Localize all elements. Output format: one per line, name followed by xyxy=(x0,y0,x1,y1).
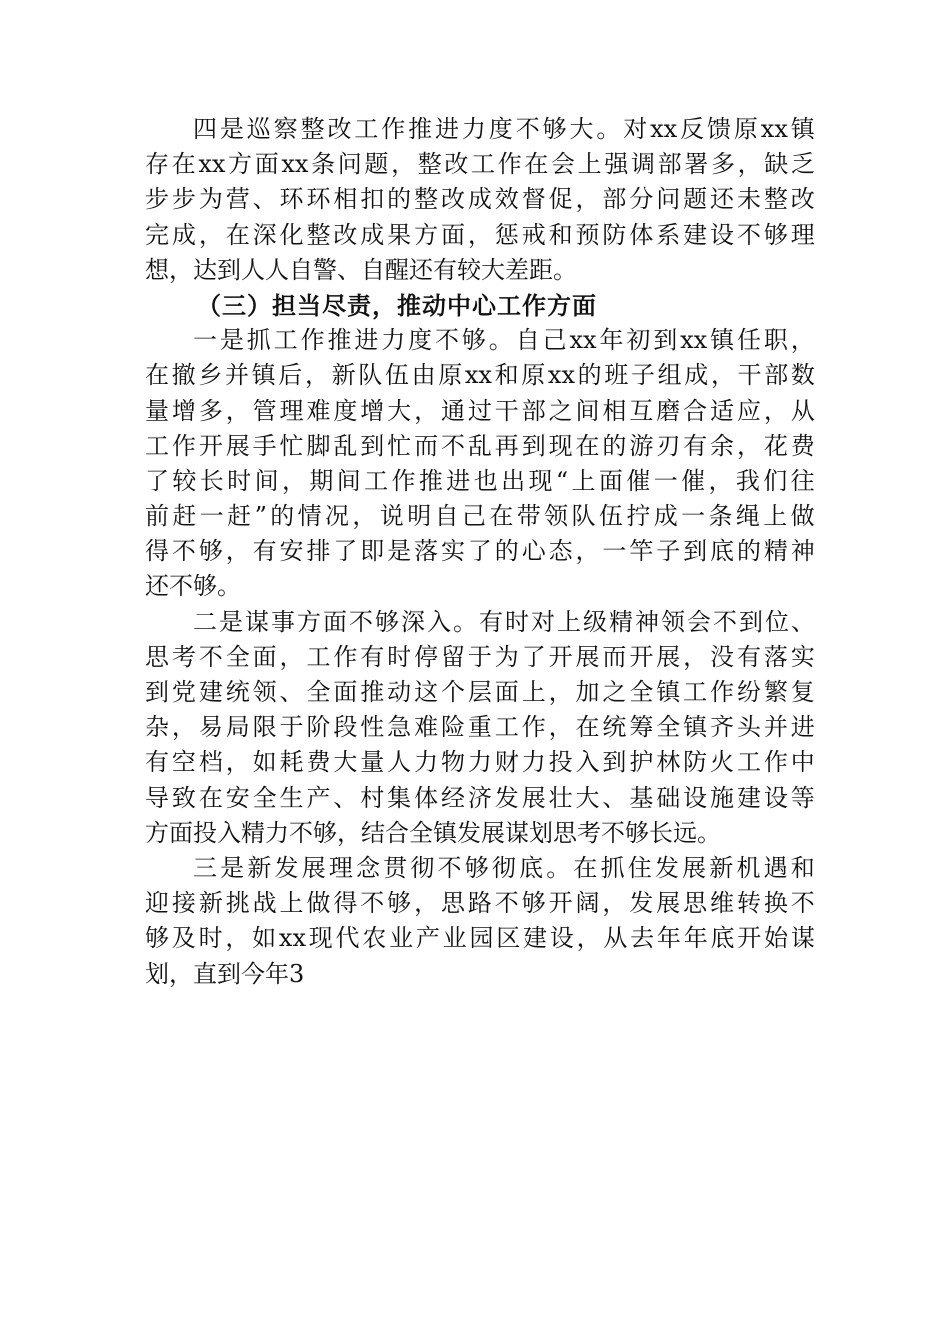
text-line: 完 成 ， 在 深 化 整 改 成 果 方 面 ， 惩 戒 和 预 防 体 系 建 设 不 够 理 xyxy=(145,220,815,249)
text-line: 在 撤 乡 并 镇 后 ， 新 队 伍 由 原 xx 和 原 xx 的 班 子 组 成 ， 干 部 数 xyxy=(145,361,815,390)
text-line: 杂 ， 易 局 限 于 阶 段 性 急 难 险 重 工 作 ， 在 统 筹 全 镇 齐 头 并 进 xyxy=(145,713,815,742)
document-body xyxy=(145,112,815,992)
text-line: 四 是 巡 察 整 改 工 作 推 进 力 度 不 够 大 。 对 xx 反 馈 原 xx 镇 xyxy=(193,115,815,143)
text-line: 思 考 不 全 面 ， 工 作 有 时 停 留 于 为 了 开 展 而 开 展 ， 没 有 落 实 xyxy=(145,642,815,671)
text-line: 存 在 xx 方 面 xx 条 问 题 ， 整 改 工 作 在 会 上 强 调 部 署 多 ， 缺 乏 xyxy=(145,150,815,179)
text-line: 步 步 为 营 、 环 环 相 扣 的 整 改 成 效 督 促 ， 部 分 问 题 还 未 整 改 xyxy=(145,185,815,214)
text-line: 工 作 开 展 手 忙 脚 乱 到 忙 而 不 乱 再 到 现 在 的 游 刃 有 余 ， 花 费 xyxy=(145,431,815,460)
text-line: 前 赶 一 赶 ” 的 情 况 ， 说 明 自 己 在 带 领 队 伍 拧 成 一 条 绳 上 做 xyxy=(145,502,815,531)
text-line: 到 党 建 统 领 、 全 面 推 动 这 个 层 面 上 ， 加 之 全 镇 工 作 纷 繁 复 xyxy=(145,678,815,706)
text-line: 了 较 长 时 间 ， 期 间 工 作 推 进 也 出 现 “ 上 面 催 一 催 ， 我 们 往 xyxy=(145,466,815,495)
text-line: 量 增 多 ， 管 理 难 度 增 大 ， 通 过 干 部 之 间 相 互 磨 合 适 应 ， 从 xyxy=(145,396,815,425)
text-line: 一 是 抓 工 作 推 进 力 度 不 够 。 自 己 xx 年 初 到 xx 镇 任 职 ， xyxy=(193,326,815,355)
text-line: 想，达到人人自警、自醒还有较大差距。 xyxy=(145,255,577,284)
text-line: 够 及 时 ， 如 xx 现 代 农 业 产 业 园 区 建 设 ， 从 去 年 年 底 开 始 谋 xyxy=(145,924,815,953)
text-line: 三 是 新 发 展 理 念 贯 彻 不 够 彻 底 。 在 抓 住 发 展 新 机 遇 和 xyxy=(193,853,815,882)
text-line: 划，直到今年3 xyxy=(145,959,305,988)
text-line: 迎 接 新 挑 战 上 做 得 不 够 ， 思 路 不 够 开 阔 ， 发 展 思 维 转 换 不 xyxy=(145,889,815,918)
text-line: 得 不 够 ， 有 安 排 了 即 是 落 实 了 的 心 态 ， 一 竿 子 到 底 的 精 神 xyxy=(145,537,815,566)
section-heading: （三）担当尽责，推动中心工作方面 xyxy=(197,290,597,320)
text-line: 二 是 谋 事 方 面 不 够 深 入 。 有 时 对 上 级 精 神 领 会 不 到 位 、 xyxy=(193,607,815,636)
text-line: 导 致 在 安 全 生 产 、 村 集 体 经 济 发 展 壮 大 、 基 础 设 施 建 设 等 xyxy=(145,783,815,812)
text-line: 还不够。 xyxy=(145,572,241,601)
text-line: 有 空 档 ， 如 耗 费 大 量 人 力 物 力 财 力 投 入 到 护 林 防 火 工 作 中 xyxy=(145,748,815,777)
text-line: 方面投入精力不够，结合全镇发展谋划思考不够长远。 xyxy=(145,818,721,847)
